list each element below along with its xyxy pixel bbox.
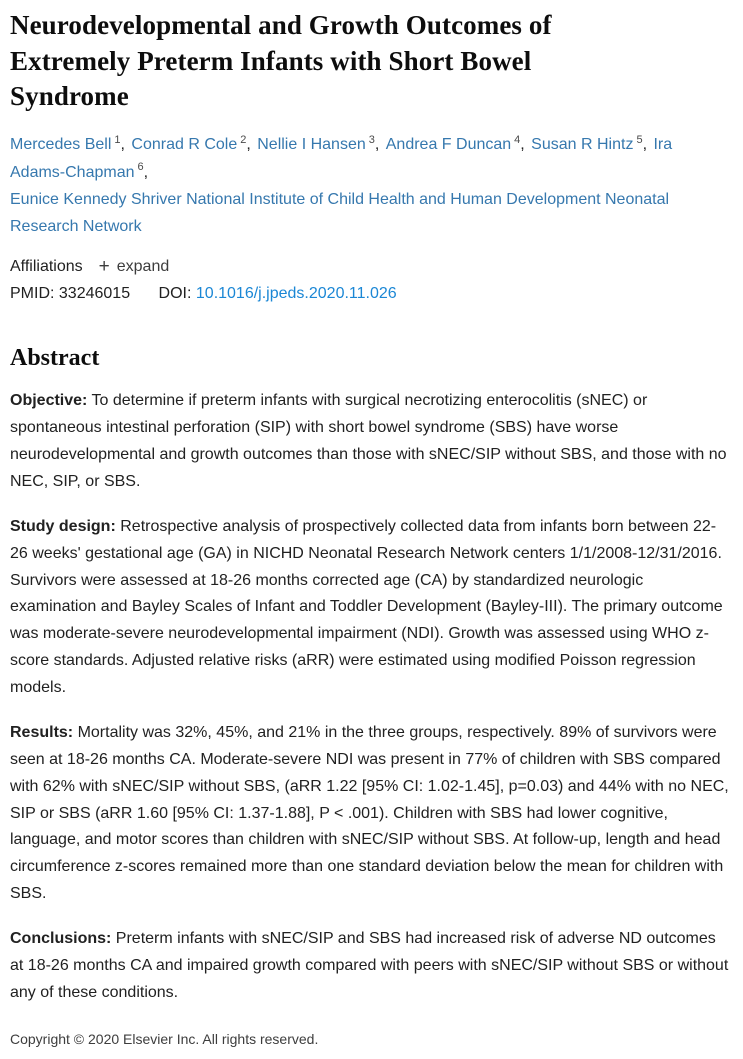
author-separator: ,: [120, 136, 130, 154]
affiliations-label: Affiliations: [10, 257, 83, 275]
section-label: Conclusions:: [10, 930, 112, 948]
pmid-label: PMID:: [10, 285, 55, 303]
page-title: Neurodevelopmental and Growth Outcomes of Extremely Preterm Infants with Short Bowel Syndrome: [10, 10, 552, 112]
author-link[interactable]: Susan R Hintz: [531, 136, 634, 154]
author-entry: [10, 133, 131, 154]
doi-label: DOI:: [158, 285, 192, 303]
author-link[interactable]: Mercedes Bell: [10, 136, 112, 154]
pmid-value: 33246015: [58, 285, 131, 303]
section-label: Study design:: [10, 517, 116, 535]
affiliation-superscript[interactable]: 1: [114, 133, 121, 146]
author-separator: ,: [642, 136, 652, 154]
affiliation-superscript[interactable]: 4: [514, 133, 521, 146]
identifiers-row: [10, 285, 729, 303]
author-separator: ,: [374, 136, 384, 154]
affiliation-superscript[interactable]: 2: [240, 133, 247, 146]
author-separator: ,: [520, 136, 530, 154]
author-link[interactable]: Andrea F Duncan: [385, 136, 512, 154]
author-separator: ,: [143, 163, 149, 181]
author-entry: [131, 133, 257, 154]
section-text: To determine if preterm infants with surgical necrotizing enterocolitis (sNEC) or spontaneous intestinal perforation (SIP) with short bowel syndrome (SBS) have worse neurodevelopmental and growth outcomes than those with sNEC/SIP without SBS, and those with no NEC, SIP, or SBS.: [10, 392, 727, 490]
collective-author-link[interactable]: Eunice Kennedy Shriver National Institute of Child Health and Human Development Neonatal Research Network: [10, 190, 670, 236]
abstract-objective-paragraph: [10, 388, 729, 496]
author-separator: ,: [246, 136, 256, 154]
author-link[interactable]: Nellie I Hansen: [257, 136, 366, 154]
plus-icon: +: [98, 256, 110, 278]
author-entry: [531, 133, 653, 154]
section-label: Results:: [10, 723, 74, 741]
author-entry: [385, 133, 531, 154]
section-text: Mortality was 32%, 45%, and 21% in the three groups, respectively. 89% of survivors were seen at 18-26 months CA. Moderate-severe NDI was present in 77% of children with SBS compared with 62% with sNEC/SIP without SBS, (aRR 1.22 [95% CI: 1.02-1.45], p=0.03) and 44% with no NEC, SIP or SBS (aRR 1.60 [95% CI: 1.37-1.88], P < .001). Children with SBS had lower cognitive, language, and motor scores than children with sNEC/SIP without SBS. At follow-up, length and head circumference z-scores remained more than one standard deviation below the mean for children with SBS.: [10, 723, 729, 903]
affiliation-superscript[interactable]: 3: [368, 133, 375, 146]
abstract-study-design-paragraph: [10, 514, 729, 702]
expand-affiliations-button[interactable]: [99, 257, 170, 276]
affiliations-row: [10, 257, 729, 276]
affiliation-superscript[interactable]: 5: [636, 133, 643, 146]
doi-link[interactable]: 10.1016/j.jpeds.2020.11.026: [195, 285, 397, 303]
copyright-notice: Copyright © 2020 Elsevier Inc. All rights reserved.: [10, 1030, 319, 1047]
abstract-conclusions-paragraph: [10, 926, 729, 1007]
abstract-results-paragraph: [10, 720, 729, 908]
affiliation-superscript[interactable]: 6: [137, 161, 144, 174]
section-text: Preterm infants with sNEC/SIP and SBS had increased risk of adverse ND outcomes at 18-26 months CA and impaired growth compared with peers with sNEC/SIP without SBS or without any of these conditions.: [10, 930, 729, 1001]
section-text: Retrospective analysis of prospectively collected data from infants born between 22-26 weeks' gestational age (GA) in NICHD Neonatal Research Network centers 1/1/2008-12/31/2016. Survivors were assessed at 18-26 months corrected age (CA) by standardized neurologic examination and Bayley Scales of Infant and Toddler Development (Bayley-III). The primary outcome was moderate-severe neurodevelopmental impairment (NDI). Growth was assessed using WHO z-score standards. Adjusted relative risks (aRR) were estimated using modified Poisson regression models.: [10, 517, 723, 697]
author-entry: [257, 133, 386, 154]
authors-list: [10, 131, 710, 240]
abstract-heading: Abstract: [10, 345, 100, 372]
author-link[interactable]: Ira Adams-Chapman: [10, 136, 673, 181]
author-link[interactable]: Conrad R Cole: [131, 136, 238, 154]
expand-label: expand: [116, 257, 170, 275]
section-label: Objective:: [10, 392, 88, 410]
